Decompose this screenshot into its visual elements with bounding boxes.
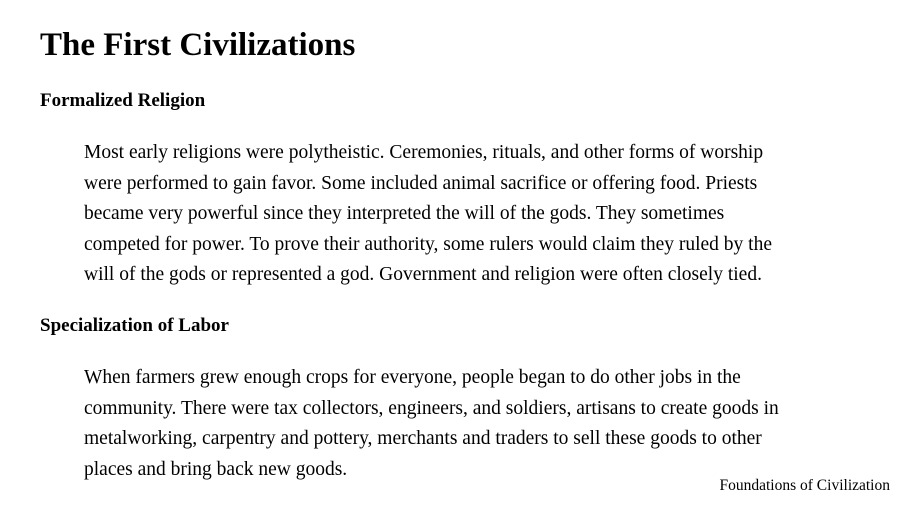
footer-label: Foundations of Civilization (719, 477, 890, 494)
slide-title: The First Civilizations (40, 27, 356, 63)
body-line: were performed to gain favor. Some included animal sacrifice or offering food. Priests (84, 172, 758, 194)
body-line: places and bring back new goods. (84, 458, 348, 480)
body-line: will of the gods or represented a god. Government and religion were often closely tied. (84, 264, 762, 286)
body-line: became very powerful since they interpreted the will of the gods. They sometimes (84, 203, 725, 225)
section-body-religion (84, 138, 874, 291)
body-line: metalworking, carpentry and pottery, merchants and traders to sell these goods to other (84, 428, 762, 450)
body-line: community. There were tax collectors, engineers, and soldiers, artisans to create goods in (84, 397, 779, 419)
section-heading-labor: Specialization of Labor (40, 315, 229, 336)
body-line: competed for power. To prove their authority, some rulers would claim they ruled by the (84, 233, 772, 255)
section-body-labor (84, 363, 874, 485)
body-line: Most early religions were polytheistic. Ceremonies, rituals, and other forms of worship (84, 142, 764, 163)
body-line: When farmers grew enough crops for everyone, people began to do other jobs in the (84, 367, 741, 388)
section-heading-religion: Formalized Religion (40, 90, 206, 111)
